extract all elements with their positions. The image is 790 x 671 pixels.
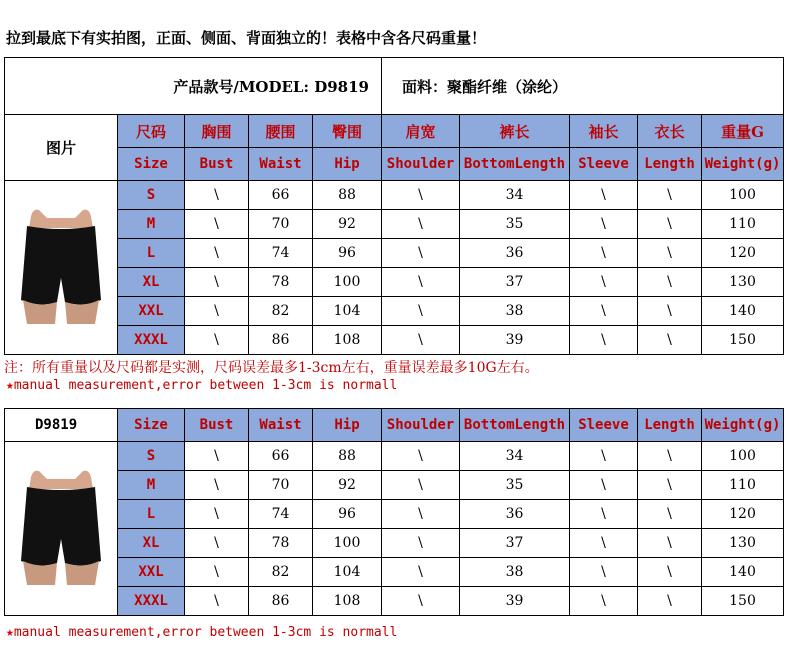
- value-cell: 86: [249, 587, 313, 616]
- table-row: [5, 558, 784, 587]
- table-row: [5, 210, 784, 239]
- value-cell: 86: [249, 326, 313, 355]
- value-cell: 82: [249, 558, 313, 587]
- header-cn: 臀围: [313, 115, 382, 148]
- value-cell: \: [638, 268, 702, 297]
- header-en: Length: [638, 409, 702, 442]
- value-cell: \: [185, 558, 249, 587]
- value-cell: \: [185, 529, 249, 558]
- size-cell: S: [118, 442, 185, 471]
- value-cell: \: [185, 442, 249, 471]
- fabric: 面料：聚酯纤维（涂纶）: [382, 58, 784, 115]
- value-cell: 66: [249, 181, 313, 210]
- value-cell: \: [185, 500, 249, 529]
- header-row-cn: [5, 115, 784, 148]
- note-en-text: manual measurement,error between 1-3cm is normall: [13, 378, 398, 393]
- value-cell: \: [382, 210, 460, 239]
- header-cn: 裤长: [460, 115, 570, 148]
- value-cell: 92: [313, 210, 382, 239]
- table-row: [5, 529, 784, 558]
- value-cell: 140: [702, 297, 784, 326]
- value-cell: 120: [702, 239, 784, 268]
- star-icon: ★: [6, 625, 14, 640]
- header-en: BottomLength: [460, 409, 570, 442]
- value-cell: \: [185, 268, 249, 297]
- value-cell: \: [638, 500, 702, 529]
- size-cell: M: [118, 210, 185, 239]
- value-cell: \: [570, 587, 638, 616]
- header-cn: 尺码: [118, 115, 185, 148]
- header-cn: 袖长: [570, 115, 638, 148]
- value-cell: \: [570, 500, 638, 529]
- value-cell: \: [185, 239, 249, 268]
- value-cell: 96: [313, 239, 382, 268]
- value-cell: \: [185, 297, 249, 326]
- header-en: Sleeve: [570, 409, 638, 442]
- value-cell: \: [185, 210, 249, 239]
- size-cell: XXXL: [118, 326, 185, 355]
- value-cell: \: [638, 181, 702, 210]
- value-cell: 92: [313, 471, 382, 500]
- value-cell: 34: [460, 181, 570, 210]
- model-short: D9819: [5, 409, 118, 442]
- product-code: 产品款号/MODEL: D9819: [5, 58, 382, 115]
- header-en: Weight(g): [702, 148, 784, 181]
- value-cell: \: [570, 558, 638, 587]
- value-cell: 100: [702, 181, 784, 210]
- size-chart-table-1: [4, 57, 784, 355]
- value-cell: \: [382, 529, 460, 558]
- size-cell: M: [118, 471, 185, 500]
- header-en: Shoulder: [382, 409, 460, 442]
- size-cell: XXL: [118, 297, 185, 326]
- value-cell: \: [382, 268, 460, 297]
- value-cell: \: [570, 239, 638, 268]
- value-cell: 70: [249, 471, 313, 500]
- value-cell: 96: [313, 500, 382, 529]
- value-cell: 39: [460, 326, 570, 355]
- value-cell: 88: [313, 181, 382, 210]
- table-row: [5, 587, 784, 616]
- value-cell: \: [638, 558, 702, 587]
- product-image: [5, 181, 118, 355]
- header-en: Size: [118, 409, 185, 442]
- size-cell: XL: [118, 268, 185, 297]
- value-cell: \: [570, 471, 638, 500]
- value-cell: \: [382, 442, 460, 471]
- value-cell: \: [570, 181, 638, 210]
- note-en-text: manual measurement,error between 1-3cm is normall: [13, 625, 398, 640]
- table-row: [5, 297, 784, 326]
- table-row: [5, 326, 784, 355]
- header-row-en-2: [5, 409, 784, 442]
- size-chart-table-2: [4, 408, 784, 616]
- header-en: Waist: [249, 409, 313, 442]
- header-cn: 肩宽: [382, 115, 460, 148]
- header-en: Size: [118, 148, 185, 181]
- value-cell: 110: [702, 471, 784, 500]
- value-cell: 78: [249, 268, 313, 297]
- value-cell: \: [638, 442, 702, 471]
- value-cell: \: [570, 268, 638, 297]
- header-cn: 腰围: [249, 115, 313, 148]
- header-en: Waist: [249, 148, 313, 181]
- value-cell: \: [185, 471, 249, 500]
- size-cell: S: [118, 181, 185, 210]
- value-cell: 37: [460, 529, 570, 558]
- header-en: Hip: [313, 148, 382, 181]
- size-cell: XXXL: [118, 587, 185, 616]
- size-cell: XL: [118, 529, 185, 558]
- value-cell: 82: [249, 297, 313, 326]
- value-cell: 35: [460, 210, 570, 239]
- value-cell: 38: [460, 297, 570, 326]
- value-cell: \: [570, 297, 638, 326]
- value-cell: \: [638, 471, 702, 500]
- value-cell: \: [638, 326, 702, 355]
- value-cell: \: [382, 558, 460, 587]
- header-en: Weight(g): [702, 409, 784, 442]
- header-en: Hip: [313, 409, 382, 442]
- value-cell: 39: [460, 587, 570, 616]
- value-cell: 120: [702, 500, 784, 529]
- table-row: [5, 239, 784, 268]
- size-cell: L: [118, 239, 185, 268]
- value-cell: \: [570, 442, 638, 471]
- header-en: Sleeve: [570, 148, 638, 181]
- value-cell: 130: [702, 529, 784, 558]
- table-row: [5, 181, 784, 210]
- table-row: [5, 500, 784, 529]
- value-cell: 104: [313, 297, 382, 326]
- value-cell: 140: [702, 558, 784, 587]
- header-en: Bust: [185, 148, 249, 181]
- value-cell: \: [638, 297, 702, 326]
- value-cell: 108: [313, 587, 382, 616]
- value-cell: \: [185, 326, 249, 355]
- product-image: [5, 442, 118, 616]
- value-cell: 36: [460, 500, 570, 529]
- top-note: 拉到最底下有实拍图，正面、侧面、背面独立的！表格中含各尺码重量！: [6, 29, 487, 47]
- value-cell: \: [638, 239, 702, 268]
- value-cell: \: [638, 587, 702, 616]
- star-icon: ★: [6, 378, 14, 393]
- value-cell: \: [382, 471, 460, 500]
- value-cell: 66: [249, 442, 313, 471]
- value-cell: \: [382, 326, 460, 355]
- header-cn: 衣长: [638, 115, 702, 148]
- header-en: Bust: [185, 409, 249, 442]
- value-cell: 88: [313, 442, 382, 471]
- value-cell: \: [638, 529, 702, 558]
- value-cell: \: [570, 326, 638, 355]
- header-cn: 胸围: [185, 115, 249, 148]
- size-cell: L: [118, 500, 185, 529]
- value-cell: \: [382, 181, 460, 210]
- value-cell: \: [382, 239, 460, 268]
- value-cell: 70: [249, 210, 313, 239]
- note-en-2: [6, 625, 397, 640]
- value-cell: 150: [702, 326, 784, 355]
- header-en: BottomLength: [460, 148, 570, 181]
- note-cn: 注：所有重量以及尺码都是实测，尺码误差最多1-3cm左右，重量误差最多10G左右。: [4, 360, 539, 376]
- table-row: [5, 471, 784, 500]
- header-en: Shoulder: [382, 148, 460, 181]
- value-cell: 104: [313, 558, 382, 587]
- value-cell: 34: [460, 442, 570, 471]
- value-cell: 100: [702, 442, 784, 471]
- value-cell: 35: [460, 471, 570, 500]
- note-en: [6, 378, 397, 393]
- value-cell: 130: [702, 268, 784, 297]
- value-cell: \: [382, 500, 460, 529]
- value-cell: 100: [313, 268, 382, 297]
- value-cell: 36: [460, 239, 570, 268]
- value-cell: 74: [249, 239, 313, 268]
- value-cell: 150: [702, 587, 784, 616]
- value-cell: \: [570, 529, 638, 558]
- table-row: [5, 442, 784, 471]
- size-cell: XXL: [118, 558, 185, 587]
- value-cell: \: [570, 210, 638, 239]
- header-en: Length: [638, 148, 702, 181]
- table-row: [5, 268, 784, 297]
- value-cell: 108: [313, 326, 382, 355]
- value-cell: 78: [249, 529, 313, 558]
- value-cell: \: [382, 587, 460, 616]
- value-cell: 100: [313, 529, 382, 558]
- value-cell: \: [382, 297, 460, 326]
- value-cell: \: [638, 210, 702, 239]
- value-cell: 37: [460, 268, 570, 297]
- picture-label: 图片: [5, 115, 118, 181]
- value-cell: 74: [249, 500, 313, 529]
- model-row: [5, 58, 784, 115]
- value-cell: \: [185, 181, 249, 210]
- value-cell: \: [185, 587, 249, 616]
- value-cell: 38: [460, 558, 570, 587]
- value-cell: 110: [702, 210, 784, 239]
- header-cn: 重量G: [702, 115, 784, 148]
- header-row-en: [5, 148, 784, 181]
